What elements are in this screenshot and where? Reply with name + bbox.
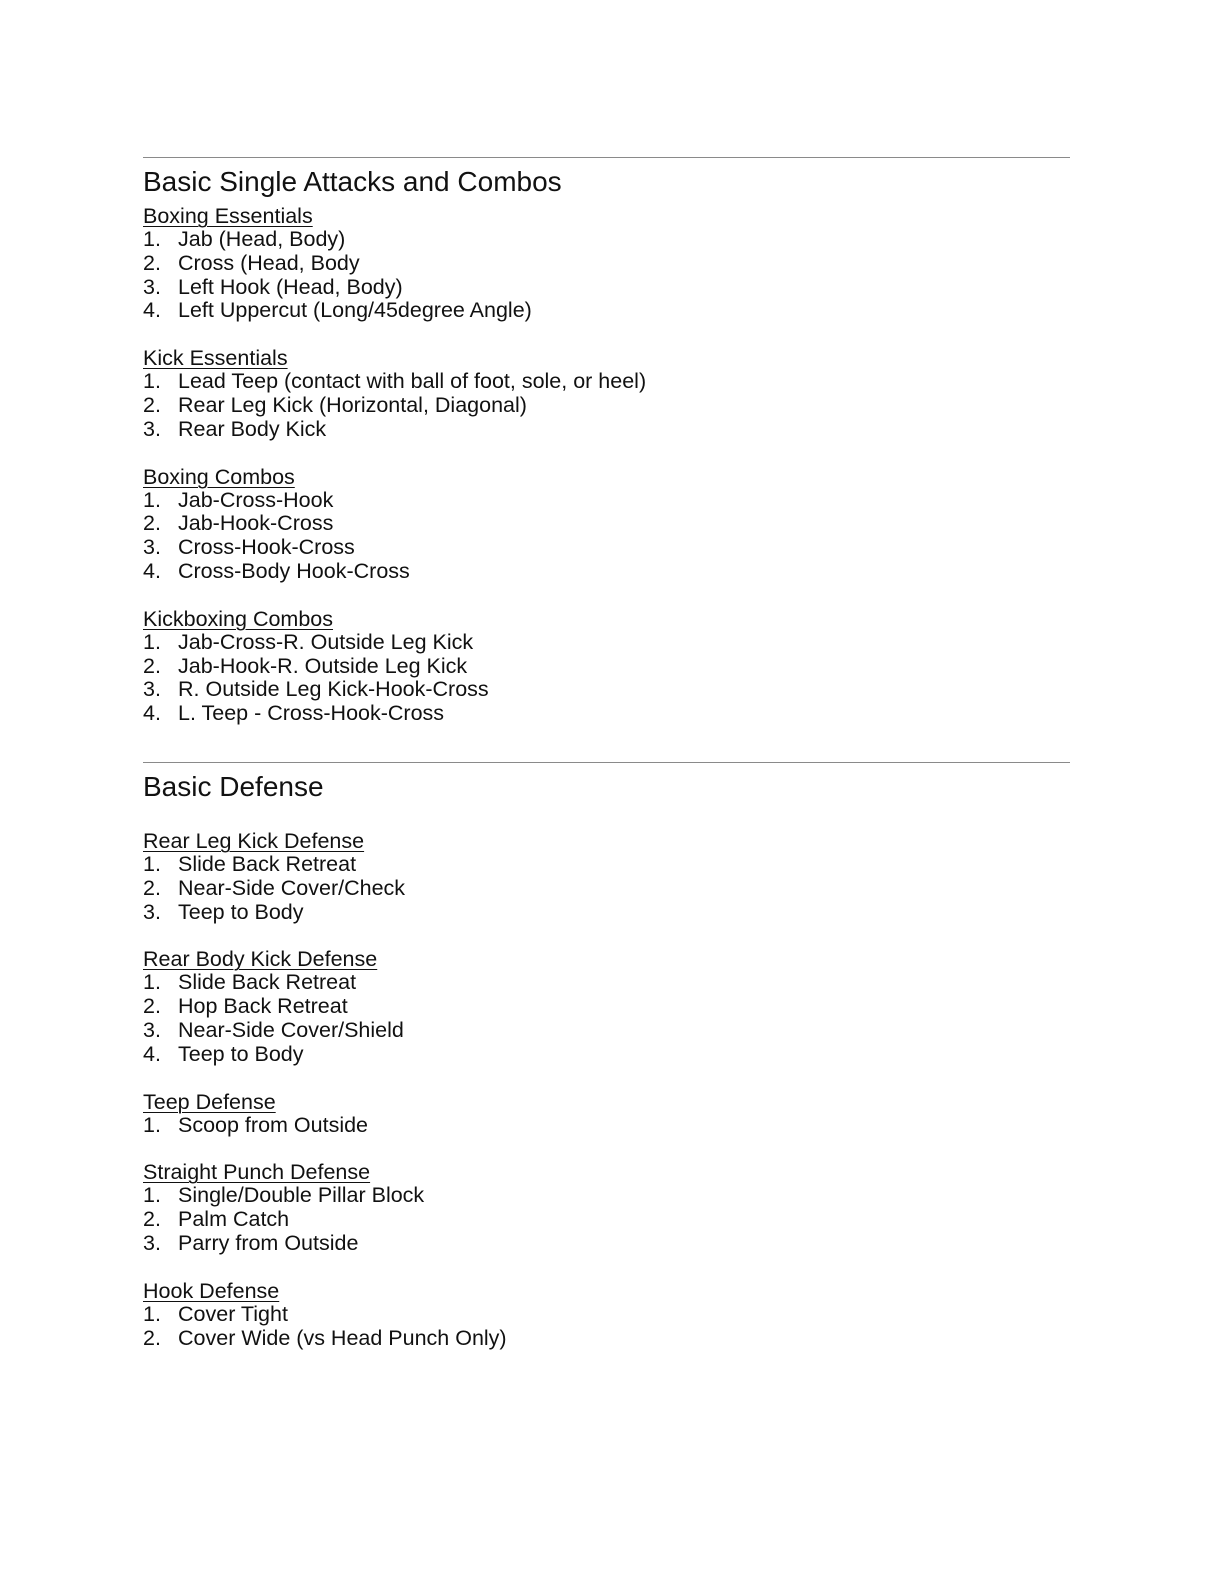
list-item: [143, 370, 1070, 394]
subsection: [143, 346, 1070, 441]
subsection-title: Hook Defense: [143, 1278, 280, 1303]
list-number: 3.: [143, 416, 161, 441]
list-item-text: Teep to Body: [178, 1041, 304, 1066]
list-item: [143, 901, 1070, 925]
list-number: 1.: [143, 227, 161, 251]
list-item-text: Cover Tight: [178, 1301, 288, 1326]
list-number: 2.: [143, 1325, 161, 1350]
list-number: 1.: [143, 487, 161, 512]
list-number: 1.: [143, 970, 161, 995]
subsection: [143, 465, 1070, 584]
list-item: [143, 631, 1070, 655]
list-number: 1.: [143, 629, 161, 654]
list-item-text: Jab-Hook-R. Outside Leg Kick: [178, 653, 468, 678]
section-attacks: [143, 157, 1070, 726]
list-item-text: Cross-Body Hook-Cross: [178, 558, 410, 583]
list-item-text: Single/Double Pillar Block: [178, 1183, 425, 1208]
document-page: [143, 157, 1070, 1373]
subsection: [143, 1160, 1070, 1255]
subsection-title: Kick Essentials: [143, 346, 288, 371]
section-defense: [143, 762, 1070, 1350]
list-number: 4.: [143, 558, 161, 583]
list-item: [143, 299, 1070, 323]
list-item: [143, 418, 1070, 442]
list-number: 2.: [143, 994, 161, 1019]
list-number: 3.: [143, 677, 161, 702]
section-title: Basic Defense: [143, 770, 324, 802]
list-item-text: Hop Back Retreat: [178, 994, 348, 1019]
list-item: [143, 971, 1070, 995]
list-item: [143, 1114, 1070, 1138]
list-item-text: Cover Wide (vs Head Punch Only): [178, 1325, 507, 1350]
subsection-title: Straight Punch Defense: [143, 1160, 371, 1185]
list-item: [143, 995, 1070, 1019]
list-number: 4.: [143, 1041, 161, 1066]
list-item: [143, 1184, 1070, 1208]
list-item: [143, 276, 1070, 300]
list-number: 2.: [143, 1207, 161, 1232]
list-number: 1.: [143, 1301, 161, 1326]
list-item: [143, 489, 1070, 513]
list-number: 2.: [143, 875, 161, 900]
list-item-text: Cross-Hook-Cross: [178, 535, 355, 560]
list-number: 1.: [143, 1112, 161, 1137]
subsection: [143, 607, 1070, 726]
list-item-text: Lead Teep (contact with ball of foot, sole, or heel): [178, 369, 647, 394]
list-number: 3.: [143, 899, 161, 924]
list-item-text: Cross (Head, Body: [178, 250, 360, 275]
list-item: [143, 1232, 1070, 1256]
list-number: 1.: [143, 1183, 161, 1208]
list-item-text: Jab-Hook-Cross: [178, 511, 334, 536]
subsection: [143, 1279, 1070, 1351]
subsection-title: Rear Leg Kick Defense: [143, 828, 365, 853]
list-item-text: Slide Back Retreat: [178, 851, 357, 876]
list-item-text: Scoop from Outside: [178, 1112, 369, 1137]
subsection-title: Teep Defense: [143, 1089, 276, 1114]
section-title: Basic Single Attacks and Combos: [143, 166, 562, 197]
list-item-text: L. Teep - Cross-Hook-Cross: [178, 701, 445, 726]
list-item: [143, 1327, 1070, 1351]
list-number: 3.: [143, 1230, 161, 1255]
subsection-title: Kickboxing Combos: [143, 606, 334, 631]
list-number: 1.: [143, 369, 161, 394]
list-item: [143, 252, 1070, 276]
list-item: [143, 512, 1070, 536]
list-item: [143, 560, 1070, 584]
list-number: 1.: [143, 851, 161, 876]
list-item: [143, 678, 1070, 702]
list-item: [143, 1019, 1070, 1043]
list-item: [143, 877, 1070, 901]
list-item-text: Jab-Cross-R. Outside Leg Kick: [178, 629, 474, 654]
section-divider: [143, 157, 1070, 158]
list-number: 2.: [143, 392, 161, 417]
list-item-text: Near-Side Cover/Shield: [178, 1017, 404, 1042]
list-item: [143, 536, 1070, 560]
list-item-text: Slide Back Retreat: [178, 970, 357, 995]
list-item-text: Rear Leg Kick (Horizontal, Diagonal): [178, 392, 527, 417]
subsection: [143, 947, 1070, 1066]
list-item-text: Jab (Head, Body): [178, 227, 346, 251]
subsection-title: Boxing Essentials: [143, 204, 313, 228]
list-item-text: Palm Catch: [178, 1207, 290, 1232]
list-item: [143, 1043, 1070, 1067]
list-item: [143, 1208, 1070, 1232]
list-item-text: Rear Body Kick: [178, 416, 327, 441]
list-item-text: Left Hook (Head, Body): [178, 274, 403, 299]
subsection: [143, 1090, 1070, 1138]
list-number: 3.: [143, 535, 161, 560]
section-divider: [143, 762, 1070, 763]
list-number: 2.: [143, 250, 161, 275]
list-number: 3.: [143, 274, 161, 299]
list-item-text: Jab-Cross-Hook: [178, 487, 334, 512]
subsection-title: Rear Body Kick Defense: [143, 947, 378, 972]
list-item-text: Parry from Outside: [178, 1230, 359, 1255]
list-number: 4.: [143, 298, 161, 323]
list-item-text: Left Uppercut (Long/45degree Angle): [178, 298, 532, 323]
list-item: [143, 1303, 1070, 1327]
list-item: [143, 394, 1070, 418]
list-item-text: Near-Side Cover/Check: [178, 875, 406, 900]
subsection: [143, 204, 1070, 323]
list-item-text: Teep to Body: [178, 899, 304, 924]
list-number: 2.: [143, 653, 161, 678]
list-item: [143, 655, 1070, 679]
list-number: 3.: [143, 1017, 161, 1042]
list-item-text: R. Outside Leg Kick-Hook-Cross: [178, 677, 489, 702]
list-item: [143, 702, 1070, 726]
list-item: [143, 853, 1070, 877]
section-groups: [143, 829, 1070, 1350]
section-groups: [143, 204, 1070, 726]
list-number: 4.: [143, 701, 161, 726]
list-item: [143, 228, 1070, 252]
subsection-title: Boxing Combos: [143, 464, 295, 489]
list-number: 2.: [143, 511, 161, 536]
subsection: [143, 829, 1070, 924]
